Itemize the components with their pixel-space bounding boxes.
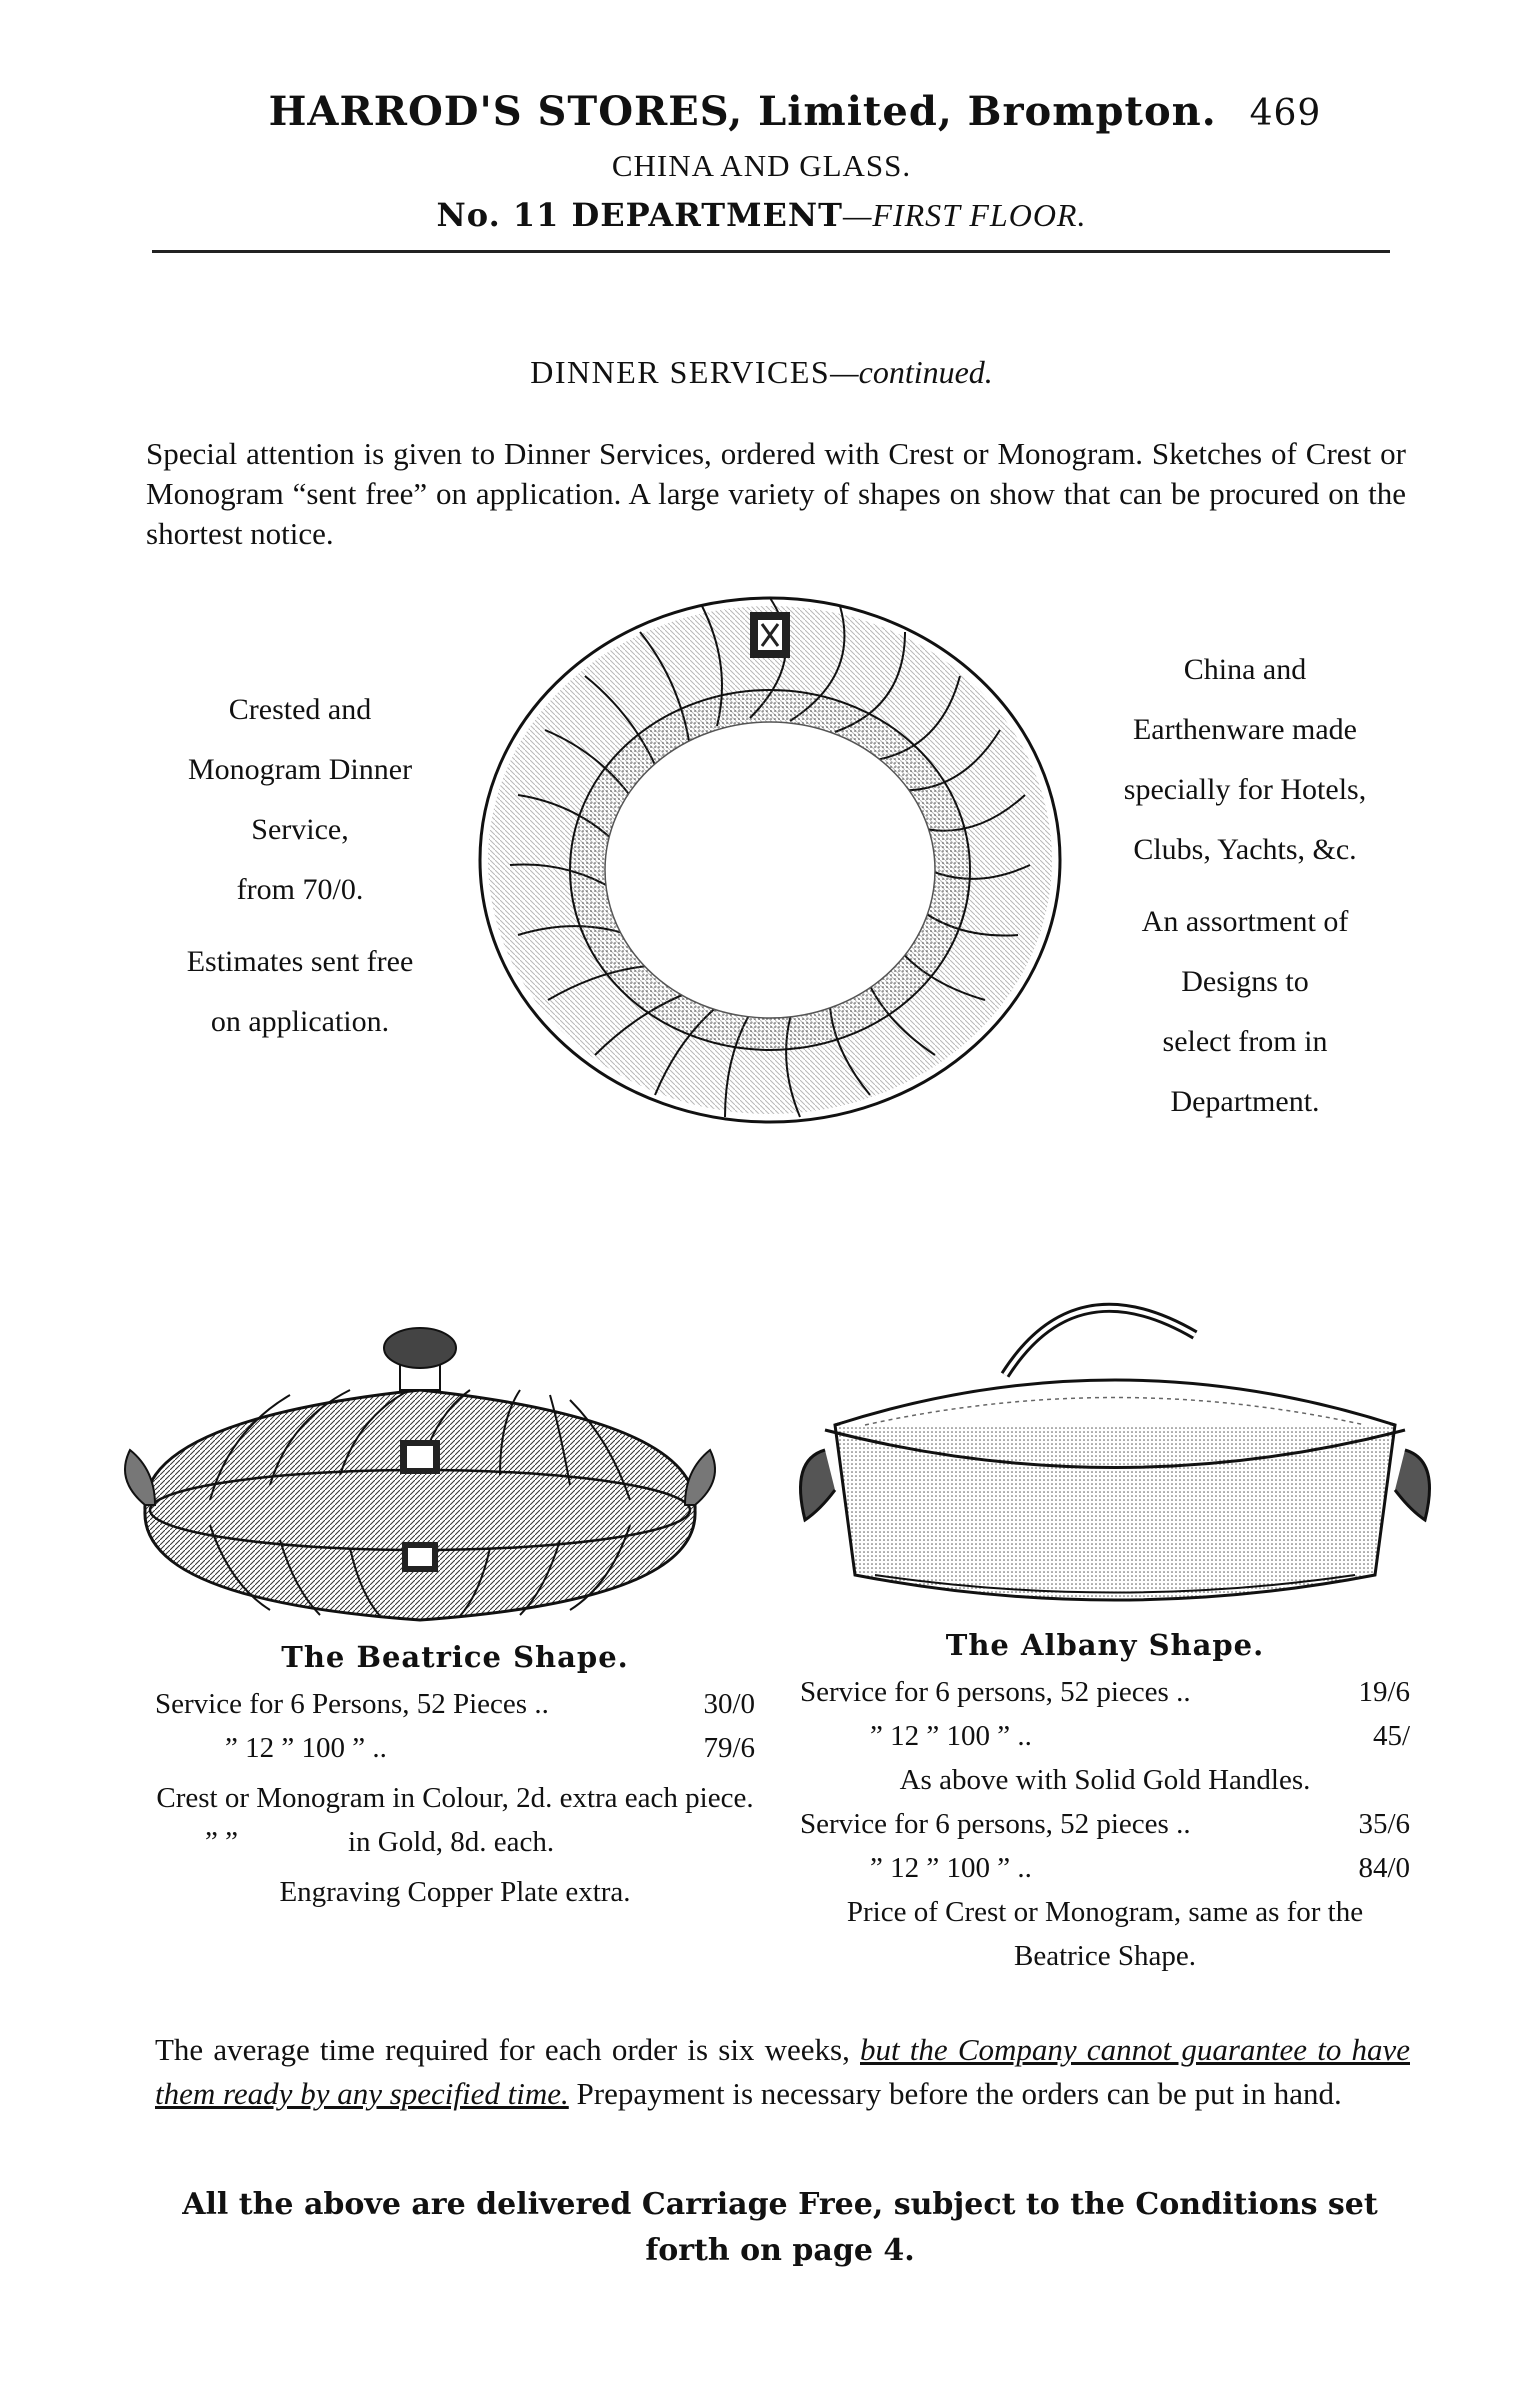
beatrice-note-gold (155, 1820, 755, 1864)
beatrice-tureen-illustration (100, 1310, 740, 1640)
beatrice-column (155, 1640, 755, 1914)
beatrice-row-price: 79/6 (703, 1732, 755, 1764)
right-caption-line: Clubs, Yachts, &c. (1133, 833, 1357, 866)
header-rule (152, 250, 1390, 253)
beatrice-row-price: 30/0 (703, 1688, 755, 1720)
right-caption-line: China and (1183, 653, 1307, 686)
crested-plate-illustration (470, 590, 1070, 1130)
beatrice-title: The Beatrice Shape. (281, 1640, 629, 1674)
beatrice-price-row (155, 1726, 755, 1770)
albany-price-row (800, 1714, 1410, 1758)
right-caption (1085, 640, 1405, 1132)
ditto-marks: ” ” (205, 1826, 238, 1858)
albany-price-row (800, 1846, 1410, 1890)
right-caption-line: select from in (1162, 1025, 1328, 1058)
albany-row-label: Service for 6 persons, 52 pieces .. (800, 1808, 1191, 1840)
left-caption-line: on application. (210, 1005, 390, 1038)
right-caption-line: specially for Hotels, (1123, 773, 1367, 806)
beatrice-note: Crest or Monogram in Colour, 2d. extra each piece. (156, 1782, 754, 1814)
footer-text: Prepayment is necessary before the orders can be put in hand. (568, 2076, 1342, 2111)
left-caption-line: Monogram Dinner (187, 753, 413, 786)
right-caption-line: An assortment of (1141, 905, 1349, 938)
albany-row-label: ” 12 ” 100 ” .. (870, 1852, 1032, 1884)
department-floor: —FIRST FLOOR. (842, 197, 1087, 233)
beatrice-price-row (155, 1682, 755, 1726)
page-number: 469 (1249, 93, 1322, 134)
albany-row-label: Service for 6 persons, 52 pieces .. (800, 1676, 1191, 1708)
albany-tureen-illustration (775, 1275, 1455, 1635)
crest-monogram-icon (750, 612, 790, 658)
left-caption-line: Estimates sent free (186, 945, 414, 978)
right-caption-line: Department. (1170, 1085, 1320, 1118)
albany-row-price: 19/6 (1358, 1676, 1410, 1708)
albany-column (800, 1628, 1410, 1978)
left-caption (150, 680, 450, 1052)
beatrice-note: Engraving Copper Plate extra. (279, 1876, 631, 1908)
footer-paragraph (155, 2028, 1410, 2116)
section-title-text: DINNER SERVICES (530, 354, 831, 390)
albany-note: As above with Solid Gold Handles. (899, 1764, 1311, 1796)
albany-price-row (800, 1802, 1410, 1846)
left-caption-line: Crested and (228, 693, 372, 726)
section-continued: —continued. (830, 354, 993, 390)
albany-row-label: ” 12 ” 100 ” .. (870, 1720, 1032, 1752)
albany-row-price: 84/0 (1358, 1852, 1410, 1884)
beatrice-row-label: ” 12 ” 100 ” .. (225, 1732, 387, 1764)
footer-underlined-text: but the Company cannot guarantee to have them ready by any specified time. (155, 2032, 1410, 2111)
section-title (0, 354, 1523, 391)
store-title: HARROD'S STORES, Limited, Brompton. (268, 88, 1217, 135)
beatrice-note: in Gold, 8d. each. (348, 1826, 555, 1858)
albany-row-price: 35/6 (1358, 1808, 1410, 1840)
delivery-notice: All the above are delivered Carriage Free, subject to the Conditions set forth on page 4. (182, 2187, 1378, 2268)
albany-title: The Albany Shape. (945, 1628, 1265, 1662)
left-caption-line: Service, (251, 813, 349, 846)
category-subtitle: CHINA AND GLASS. (611, 148, 912, 183)
right-caption-line: Earthenware made (1132, 713, 1358, 746)
department-number: No. 11 DEPARTMENT (436, 196, 843, 234)
page-header (190, 88, 1400, 135)
albany-row-price: 45/ (1372, 1720, 1410, 1752)
footer-text: The average time required for each order is six weeks, (155, 2032, 860, 2067)
department-line (0, 196, 1523, 234)
albany-price-row (800, 1670, 1410, 1714)
intro-paragraph: Special attention is given to Dinner Services, ordered with Crest or Monogram. Sketches of Crest or Monogram “sent free” on application. A large variety of shapes on show that can be procured on the shortest notice. (146, 436, 1406, 551)
beatrice-row-label: Service for 6 Persons, 52 Pieces .. (155, 1688, 549, 1720)
right-caption-line: Designs to (1181, 965, 1309, 998)
albany-note: Price of Crest or Monogram, same as for the Beatrice Shape. (846, 1896, 1364, 1972)
left-caption-line: from 70/0. (236, 873, 364, 906)
